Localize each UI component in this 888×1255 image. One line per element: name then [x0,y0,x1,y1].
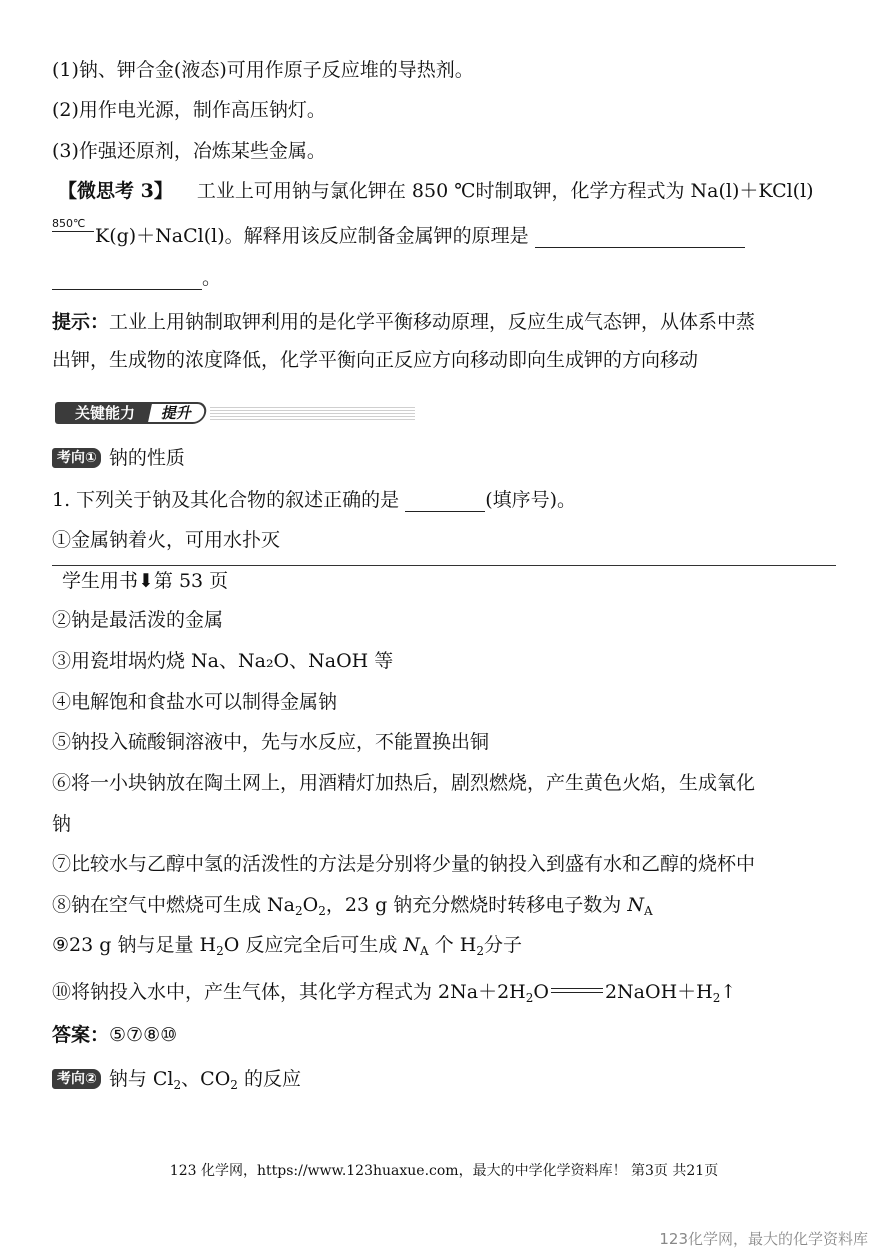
o9-text-b: O 反应完全后可生成 [223,934,404,956]
reaction-condition [52,218,94,232]
banner-stripes [210,406,415,420]
option-2: ②钠是最活泼的金属 [52,609,224,631]
use-item-1: (1)钠、钾合金(液态)可用作原子反应堆的导热剂。 [52,59,474,81]
o9-text-d: 分子 [483,934,522,956]
topic-2-heading [52,1067,301,1097]
equals-sign [551,988,603,993]
o10-text-b: O [533,981,549,1003]
watermark: 123化学网，最大的化学资料库 [659,1230,868,1248]
o9-NA-sub: A [419,944,429,958]
option-5: ⑤钠投入硫酸铜溶液中，先与水反应，不能置换出铜 [52,731,490,753]
option-3: ③用瓷坩埚灼烧 Na、Na₂O、NaOH 等 [52,650,394,672]
topic-2-title-a: 钠与 Cl [108,1068,174,1090]
o10-sub-2: 2 [712,991,721,1005]
o8-sub-1: 2 [295,904,303,918]
think-end-line [52,266,221,290]
think-text: 工业上可用钠与氯化钾在 850 ℃时制取钾，化学方程式为 Na(l)＋KCl(l) [196,180,814,202]
topic-1-heading [52,446,185,470]
answer-line [52,1023,177,1047]
condition-label: 850℃ [52,217,86,230]
think-end: 。 [202,267,222,289]
o9-NA: N [403,934,420,956]
question-stem-text: 1. 下列关于钠及其化合物的叙述正确的是 [52,489,400,511]
question-tail: (填序号)。 [485,489,577,511]
hint-line-1 [52,310,755,334]
o10-sub-1: 2 [525,991,534,1005]
banner-light-label: 提升 [146,402,209,424]
hint-line-2: 出钾，生成物的浓度降低，化学平衡向正反应方向移动即向生成钾的方向移动 [52,349,699,371]
o9-sub-2: 2 [476,944,484,958]
o9-text-c: 个 H [428,934,477,956]
option-8 [52,893,653,923]
topic-2-title-c: 的反应 [237,1068,301,1090]
option-9 [52,933,522,963]
o8-sub-2: 2 [318,904,326,918]
book-page-ref: 学生用书⬇第 53 页 [62,570,229,592]
option-4: ④电解饱和食盐水可以制得金属钠 [52,691,338,713]
o10-text-d: ↑ [720,981,737,1003]
option-6b: 钠 [52,813,72,835]
o8-NA-sub: A [643,904,653,918]
o8-text-a: ⑧钠在空气中燃烧可生成 Na [52,894,295,916]
topic-2-sub-1: 2 [173,1078,182,1092]
option-7: ⑦比较水与乙醇中氢的活泼性的方法是分别将少量的钠投入到盛有水和乙醇的烧杯中 [52,853,756,875]
answer-blank-1[interactable] [535,227,745,248]
topic-2-sub-2: 2 [230,1078,238,1092]
topic-1-tag: 考向① [52,448,101,468]
o8-NA: N [627,894,644,916]
topic-1-title: 钠的性质 [108,447,185,469]
equation-bar [52,231,94,232]
o10-text-a: ⑩将钠投入水中，产生气体，其化学方程式为 2Na＋2H [52,981,526,1003]
think-eq2: K(g)＋NaCl(l)。解释用该反应制备金属钾的原理是 [95,225,529,247]
answer-value: ⑤⑦⑧⑩ [109,1024,178,1046]
hint-label: 提示： [52,311,110,333]
o8-text-b: O [302,894,319,916]
page-footer: 123 化学网，https://www.123huaxue.com，最大的中学化学资料库！ 第3页 共21页 [169,1163,719,1179]
section-banner [55,402,415,424]
hint-text-1: 工业上用钠制取钾利用的是化学平衡移动原理，反应生成气态钾，从体系中蒸 [109,311,756,333]
think-equation-line [95,224,745,248]
option-10 [52,980,736,1010]
o8-text-c: ，23 g 钠充分燃烧时转移电子数为 [325,894,628,916]
use-item-2: (2)用作电光源，制作高压钠灯。 [52,99,326,121]
o9-sub-1: 2 [216,944,224,958]
topic-2-title-b: 、CO [181,1068,231,1090]
think-paragraph [58,179,814,203]
topic-2-tag: 考向② [52,1069,101,1089]
page-divider [52,565,836,566]
question-1-stem [52,488,576,512]
banner-dark-label: 关键能力 [55,402,155,424]
o9-text-a: ⑨23 g 钠与足量 H [52,934,217,956]
option-6a: ⑥将一小块钠放在陶土网上，用酒精灯加热后，剧烈燃烧，产生黄色火焰，生成氧化 [52,772,756,794]
o10-text-c: 2NaOH＋H [604,981,713,1003]
option-1: ①金属钠着火，可用水扑灭 [52,529,281,551]
answer-blank-2[interactable] [52,269,202,290]
use-item-3: (3)作强还原剂，冶炼某些金属。 [52,140,326,162]
think-label: 【微思考 3】 [58,180,173,202]
answer-label: 答案： [52,1024,110,1046]
question-blank[interactable] [405,491,485,512]
